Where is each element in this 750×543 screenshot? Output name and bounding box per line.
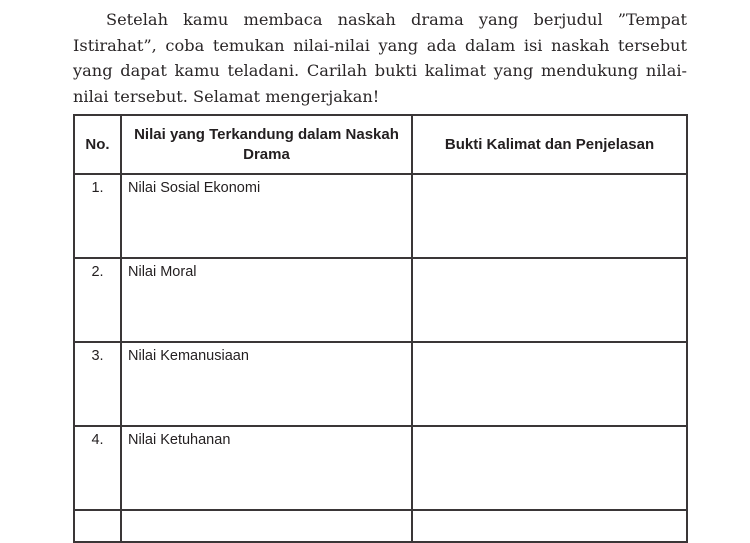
row-bukti-cell[interactable]: [412, 342, 687, 426]
row-number: 4.: [74, 426, 121, 510]
row-bukti-cell[interactable]: [412, 174, 687, 258]
table-row: [74, 258, 687, 342]
row-bukti-cell[interactable]: [412, 258, 687, 342]
table-row: [74, 342, 687, 426]
header-nilai: Nilai yang Terkandung dalam Naskah Drama: [121, 115, 412, 174]
row-number: 2.: [74, 258, 121, 342]
row-bukti-cell[interactable]: [412, 426, 687, 510]
cutoff-cell: [121, 510, 412, 542]
header-bukti: Bukti Kalimat dan Penjelasan: [412, 115, 687, 174]
instruction-paragraph: Setelah kamu membaca naskah drama yang berjudul ”Tempat Istirahat”, coba temukan nilai-nilai yang ada dalam isi naskah tersebut yang dapat kamu teladani. Carilah bukti kalimat yang mendukung nilai-nilai tersebut. Selamat mengerjakan!: [73, 10, 687, 106]
row-number: 1.: [74, 174, 121, 258]
cutoff-cell: [412, 510, 687, 542]
row-nilai: Nilai Moral: [121, 258, 412, 342]
row-nilai: Nilai Sosial Ekonomi: [121, 174, 412, 258]
table-row: [74, 174, 687, 258]
table-row-cutoff: [74, 510, 687, 542]
values-table: [73, 114, 688, 543]
row-nilai: Nilai Ketuhanan: [121, 426, 412, 510]
table-row: [74, 426, 687, 510]
table-header-row: [74, 115, 687, 174]
header-no: No.: [74, 115, 121, 174]
row-nilai: Nilai Kemanusiaan: [121, 342, 412, 426]
row-number: 3.: [74, 342, 121, 426]
cutoff-cell: [74, 510, 121, 542]
